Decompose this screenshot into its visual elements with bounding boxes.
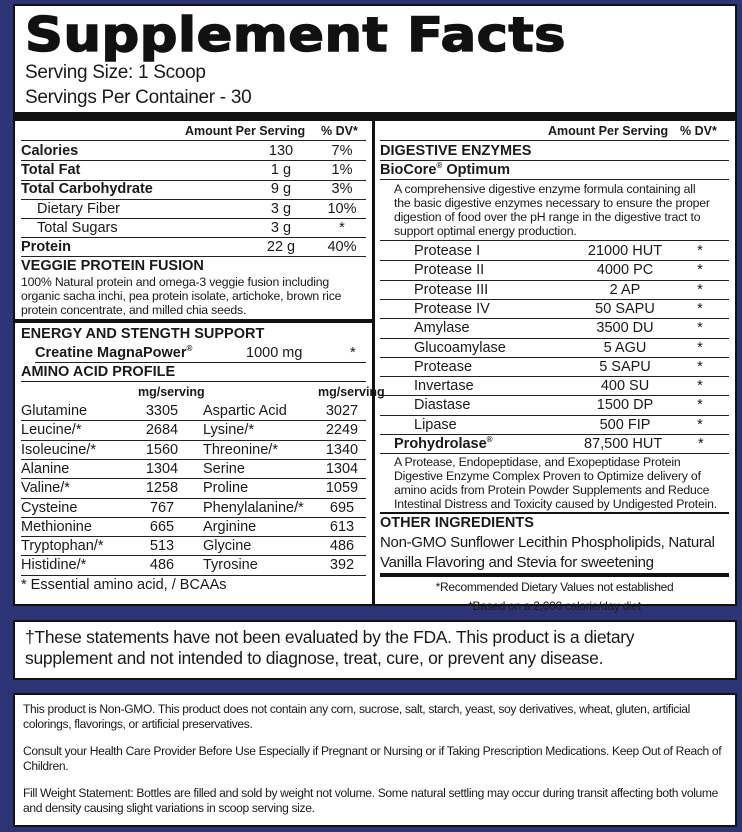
dv-header: % DV*: [680, 124, 717, 138]
amino-name: Phenylalanine/*: [203, 499, 304, 516]
nutrient-dv: 1%: [331, 162, 353, 179]
nutrient-amount: 9 g: [270, 181, 292, 198]
enzyme-dv: *: [697, 397, 703, 414]
amino-row: [21, 421, 366, 440]
amino-name: Methionine: [21, 518, 92, 535]
amino-amount: 1340: [325, 441, 359, 458]
veggie-line: protein concentrate, and milled chia seeds.: [21, 303, 247, 317]
footnote: *Recommended Dietary Values not established: [435, 580, 674, 594]
energy-item-name: [35, 344, 192, 363]
amino-heading: AMINO ACID PROFILE: [21, 363, 366, 382]
prohydrolase-row: [380, 435, 729, 454]
fill-weight-note: Fill Weight Statement: Bottles are filled and sold by weight not volume. Some natural settling may occur during transit affecting both volume and density causing slight variations in scoop serving size.: [23, 786, 719, 815]
enzyme-dv: *: [697, 358, 703, 375]
amino-amount: 486: [329, 538, 355, 555]
nutrient-name: Dietary Fiber: [37, 200, 120, 217]
amino-amount: 392: [329, 557, 355, 574]
amino-unit-header: [21, 383, 385, 402]
energy-item-amount: 1000 mg: [246, 345, 303, 361]
enzyme-row: [380, 377, 729, 396]
amino-row: [21, 460, 366, 479]
amino-amount: 767: [149, 499, 175, 516]
amino-amount: 2249: [325, 422, 359, 439]
footnotes: [374, 578, 735, 616]
enzyme-row: [380, 339, 729, 358]
other-ingredients: [380, 533, 715, 573]
amount-header: Amount Per Serving: [185, 124, 306, 138]
enzyme-row: [380, 300, 729, 319]
registered-mark: ®: [186, 344, 193, 353]
enzyme-name: Amylase: [414, 320, 470, 337]
footnote: *Based on a 2,000 calorie/day diet: [468, 599, 641, 613]
biocore-line: the basic digestive enzymes necessary to ensure the proper: [394, 196, 710, 210]
notes-panel: [13, 693, 737, 827]
nutrient-row: [21, 180, 366, 199]
amino-name: Aspartic Acid: [203, 403, 287, 419]
amino-name: Lysine/*: [203, 422, 255, 439]
amino-amount: 613: [329, 518, 355, 535]
enzyme-row: [380, 396, 729, 415]
amino-name: Histidine/*: [21, 557, 87, 574]
nutrient-dv: 10%: [327, 200, 357, 217]
biocore-line: A comprehensive digestive enzyme formula containing all: [394, 182, 696, 196]
enzyme-amount: 500 FIP: [599, 416, 651, 433]
nutrient-row: [21, 200, 366, 219]
enzyme-name: Protease IV: [414, 300, 490, 317]
amino-row: [21, 479, 366, 498]
prohydrolase-line: Intestinal Distress and Toxicity caused by Undigested Protein.: [394, 497, 717, 511]
amino-amount: 1258: [145, 480, 179, 497]
nutrient-amount: 130: [268, 143, 294, 159]
amino-unit-2: mg/serving: [318, 385, 385, 399]
amino-amount: 3027: [325, 403, 359, 419]
nutrient-name: Calories: [21, 143, 79, 159]
enzyme-row: [380, 358, 729, 377]
amino-name: Cysteine: [21, 499, 78, 516]
energy-item-label: Creatine MagnaPower: [35, 345, 187, 361]
amino-amount: 1304: [325, 460, 359, 477]
registered-mark: ®: [436, 161, 443, 170]
amino-amount: 486: [149, 557, 175, 574]
left-column: [15, 121, 385, 604]
nutrient-row: [21, 238, 366, 257]
prohydrolase-line: A Protease, Endopeptidase, and Exopeptidase Protein: [394, 455, 681, 469]
right-column: [374, 121, 735, 613]
enzyme-amount: 1500 DP: [596, 397, 654, 414]
non-gmo-note: This product is Non-GMO. This product does not contain any corn, sucrose, salt, starch, yeast, soy derivatives, wheat, gluten, artificial colorings, flavorings, or artificial preservatives.: [23, 702, 691, 731]
prohydrolase-description: [394, 455, 739, 511]
amino-footnote: * Essential amino acid, / BCAAs: [21, 577, 227, 593]
nutrient-amount: 22 g: [266, 239, 296, 255]
enzyme-dv: *: [697, 281, 703, 298]
section-divider: [15, 319, 372, 323]
amino-name: Threonine/*: [203, 441, 278, 458]
biocore-suffix: Optimum: [442, 162, 510, 178]
enzyme-amount: 5 AGU: [603, 339, 647, 356]
other-line: Non-GMO Sunflower Lecithin Phospholipids, Natural: [380, 534, 715, 551]
fda-disclaimer-panel: [13, 620, 737, 680]
amino-name: Serine: [203, 460, 245, 477]
amino-amount: 1304: [145, 460, 179, 477]
enzyme-dv: *: [697, 416, 703, 433]
enzyme-row: [380, 319, 729, 338]
prohydrolase-line: amino acids from Protein Powder Supplements and Reduce: [394, 483, 710, 497]
amino-name: Tryptophan/*: [21, 538, 104, 555]
enzyme-amount: 4000 PC: [596, 262, 654, 279]
enzyme-amount: 50 SAPU: [595, 300, 655, 317]
amino-name: Alanine: [21, 460, 70, 477]
panel-title: Supplement Facts: [25, 8, 567, 63]
amino-name: Glycine: [203, 538, 252, 555]
amino-name: Isoleucine/*: [21, 441, 96, 458]
right-header-row: [380, 122, 729, 141]
amino-name: Tyrosine: [203, 557, 258, 574]
nutrient-row: [21, 219, 366, 238]
nutrient-name: Total Carbohydrate: [21, 181, 153, 198]
enzyme-dv: *: [697, 320, 703, 337]
nutrient-name: Protein: [21, 239, 71, 255]
enzyme-row: [380, 281, 729, 300]
prohydrolase-line: Digestive Enzyme Complex Proven to Optimize delivery of: [394, 469, 701, 483]
amino-unit-1: mg/serving: [138, 385, 205, 399]
amino-row: [21, 518, 366, 537]
other-line: Vanilla Flavoring and Stevia for sweetening: [380, 554, 654, 571]
servings-per-container: Servings Per Container - 30: [25, 87, 252, 108]
nutrient-name: Total Fat: [21, 162, 81, 179]
digestive-heading: DIGESTIVE ENZYMES: [380, 142, 729, 161]
amino-name: Leucine/*: [21, 422, 82, 439]
amino-row: [21, 441, 366, 460]
enzyme-row: [380, 416, 729, 435]
fda-line: supplement and not intended to diagnose, treat, cure, or prevent any disease.: [25, 648, 604, 668]
nutrient-dv: 3%: [331, 181, 353, 198]
energy-item-dv: *: [350, 345, 356, 361]
amino-amount: 1560: [145, 441, 179, 458]
enzyme-amount: 21000 HUT: [587, 243, 663, 259]
biocore-description: [394, 182, 734, 238]
amino-name: Glutamine: [21, 403, 88, 419]
enzyme-row: [380, 261, 729, 280]
amino-amount: 1059: [325, 480, 359, 497]
enzyme-amount: 5 SAPU: [599, 358, 651, 375]
dv-header: % DV*: [321, 124, 358, 138]
other-heading: OTHER INGREDIENTS: [380, 515, 534, 531]
enzyme-name: Invertase: [414, 378, 474, 395]
nutrient-dv: 40%: [327, 239, 357, 255]
amount-header: Amount Per Serving: [548, 124, 669, 138]
nutrient-row: [21, 161, 366, 180]
serving-size: Serving Size: 1 Scoop: [25, 62, 206, 83]
enzyme-dv: *: [697, 300, 703, 317]
enzyme-name: Diastase: [414, 397, 471, 414]
enzyme-dv: *: [697, 339, 703, 356]
nutrient-amount: 1 g: [270, 162, 292, 179]
supplement-facts-panel: [13, 4, 737, 613]
section-divider: [380, 573, 729, 577]
prohydrolase-label: Prohydrolase: [394, 436, 487, 452]
energy-heading: ENERGY AND STENGTH SUPPORT: [21, 326, 265, 342]
nutrient-amount: 3 g: [270, 219, 292, 236]
veggie-line: organic sacha inchi, pea protein isolate, artichoke, brown rice: [21, 289, 342, 303]
veggie-description: [21, 275, 371, 317]
nutrient-amount: 3 g: [270, 200, 292, 217]
nutrient-dv: 7%: [331, 143, 353, 159]
enzyme-dv: *: [697, 378, 703, 395]
nutrient-name: Total Sugars: [37, 219, 118, 236]
amino-name: Arginine: [203, 518, 257, 535]
enzyme-amount: 3500 DU: [596, 320, 654, 337]
amino-row: [21, 402, 366, 421]
amino-amount: 2684: [145, 422, 179, 439]
enzyme-name: Protease II: [414, 262, 485, 279]
amino-row: [21, 499, 366, 518]
enzyme-name: Lipase: [414, 416, 457, 433]
enzyme-amount: 400 SU: [600, 378, 650, 395]
biocore-line: support optimal energy production.: [394, 224, 577, 238]
biocore-line: digestion of food over the pH range in the digestive tract to: [394, 210, 701, 224]
enzyme-name: Glucoamylase: [414, 339, 506, 356]
enzyme-row: [380, 242, 729, 261]
prohydrolase-name: [394, 435, 493, 454]
nutrient-row: [21, 142, 366, 161]
enzyme-dv: *: [697, 262, 703, 279]
enzyme-name: Protease III: [414, 281, 489, 298]
amino-name: Valine/*: [21, 480, 70, 497]
fda-disclaimer: [25, 627, 727, 669]
nutrient-dv: *: [339, 219, 345, 236]
amino-amount: 695: [329, 499, 355, 516]
amino-amount: 513: [149, 538, 175, 555]
veggie-line: 100% Natural protein and omega-3 veggie fusion including: [21, 275, 330, 289]
amino-row: [21, 556, 366, 575]
amino-amount: 665: [149, 518, 175, 535]
enzyme-name: Protease I: [414, 243, 481, 259]
energy-item-row: [35, 344, 366, 363]
biocore-heading: [380, 161, 729, 180]
prohydrolase-dv: *: [698, 436, 704, 452]
biocore-name: BioCore: [380, 162, 437, 178]
warning-note: Consult your Health Care Provider Before Use Especially if Pregnant or Nursing or if Taking Prescription Medications. Keep Out of Reach of Children.: [23, 744, 722, 773]
divider-bar: [15, 112, 735, 121]
amino-amount: 3305: [145, 403, 179, 419]
enzyme-name: Protease: [414, 358, 473, 375]
left-header-row: [21, 122, 366, 141]
amino-row: [21, 537, 366, 556]
enzyme-dv: *: [697, 243, 703, 259]
enzyme-amount: 2 AP: [609, 281, 641, 298]
veggie-heading: VEGGIE PROTEIN FUSION: [21, 258, 204, 274]
registered-mark: ®: [486, 435, 493, 444]
amino-name: Proline: [203, 480, 249, 497]
fda-line: †These statements have not been evaluated by the FDA. This product is a dietary: [25, 627, 635, 647]
prohydrolase-amount: 87,500 HUT: [584, 436, 663, 452]
